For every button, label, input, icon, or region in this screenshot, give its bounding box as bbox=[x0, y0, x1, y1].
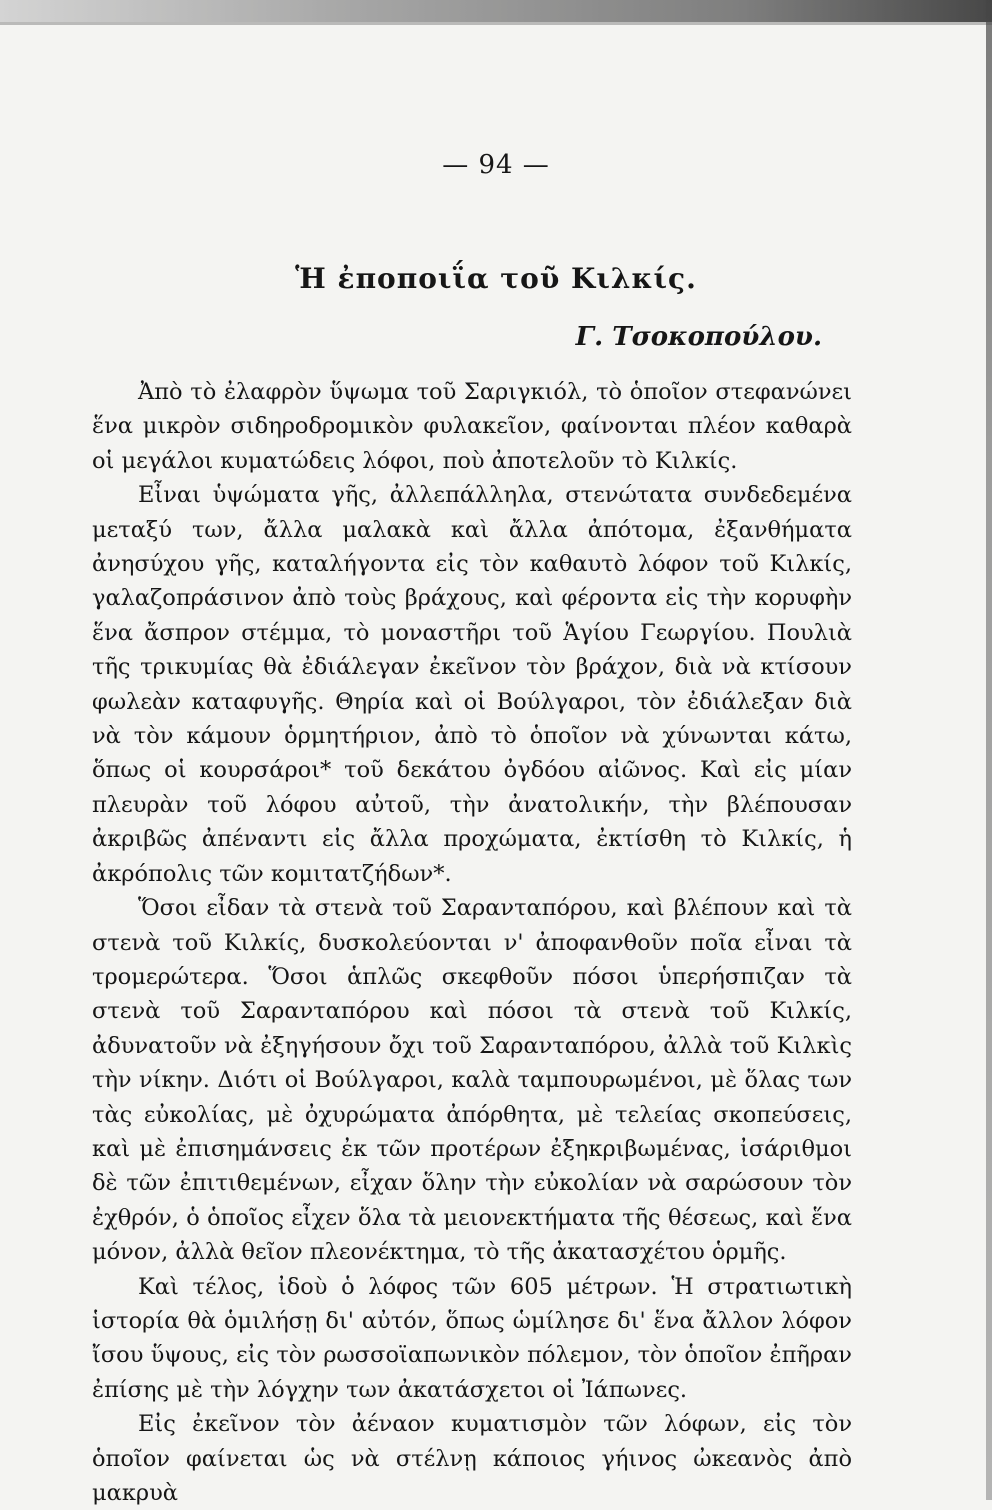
paragraph-4: Καὶ τέλος, ἰδοὺ ὁ λόφος τῶν 605 μέτρων. Ἡ στρατιωτικὴ ἱστορία θὰ ὁμιλήσῃ δι' αὐτόν, ὅπως ὡμίλησε δι' ἕνα ἄλλον λόφον ἴσου ὕψους, εἰς τὸν ρωσσοϊαπωνικὸν πόλεμον, τὸν ὁποῖον ἐπῆραν ἐπίσης μὲ τὴν λόγχην των ἀκατάσχετοι οἱ Ἰάπωνες. bbox=[92, 1273, 852, 1403]
author-name: Γ. Τσοκοπούλου. bbox=[575, 322, 822, 352]
paragraph-3: Ὅσοι εἶδαν τὰ στενὰ τοῦ Σαρανταπόρου, καὶ βλέπουν καὶ τὰ στενὰ τοῦ Κιλκίς, δυσκολεύονται ν' ἀποφανθοῦν ποῖα εἶναι τὰ τρομερώτερα. Ὅσοι ἁπλῶς σκεφθοῦν πόσοι ὑπερήσπιζαν τὰ στενὰ τοῦ Σαρανταπόρου καὶ πόσοι τὰ στενὰ τοῦ Κιλκίς, ἀδυνατοῦν νὰ ἐξηγήσουν ὄχι τοῦ Σαρανταπόρου, ἀλλὰ τοῦ Κιλκὶς τὴν νίκην. Διότι οἱ Βούλγαροι, καλὰ ταμπουρωμένοι, μὲ ὅλας των τὰς εὐκολίας, μὲ ὀχυρώματα ἀπόρθητα, μὲ τελείας σκοπεύσεις, καὶ μὲ ἐπισημάνσεις ἐκ τῶν προτέρων ἐξηκριβωμένας, ἰσάριθμοι δὲ τῶν ἐπιτιθεμένων, εἶχαν ὅλην τὴν εὐκολίαν νὰ σαρώσουν τὸν ἐχθρόν, ὁ ὁποῖος εἶχεν ὅλα τὰ μειονεκτήματα τῆς θέσεως, καὶ ἕνα μόνον, ἀλλὰ θεῖον πλεονέκτημα, τὸ τῆς ἀκατασχέτου ὁρμῆς. bbox=[92, 895, 852, 1266]
paragraph-5: Εἰς ἐκεῖνον τὸν ἀέναον κυματισμὸν τῶν λόφων, εἰς τὸν ὁποῖον φαίνεται ὡς νὰ στέλνῃ κάποιος γήινος ὠκεανὸς ἀπὸ μακρυὰ bbox=[92, 1411, 852, 1506]
paragraph-2: Εἶναι ὑψώματα γῆς, ἀλλεπάλληλα, στενώτατα συνδεδεμένα μεταξύ των, ἄλλα μαλακὰ καὶ ἄλλα ἀπότομα, ἐξανθήματα ἀνησύχου γῆς, καταλήγοντα εἰς τὸν καθαυτὸ λόφον τοῦ Κιλκίς, γαλαζοπράσινον ἀπὸ τοὺς βράχους, καὶ φέροντα εἰς τὴν κορυφὴν ἕνα ἄσπρον στέμμα, τὸ μοναστῆρι τοῦ Ἁγίου Γεωργίου. Πουλιὰ τῆς τρικυμίας θὰ ἐδιάλεγαν ἐκεῖνον τὸν βράχον, διὰ νὰ κτίσουν φωλεὰν καταφυγῆς. Θηρία καὶ οἱ Βούλγαροι, τὸν ἐδιάλεξαν διὰ νὰ τὸν κάμουν ὁρμητήριον, ἀπὸ τὸ ὁποῖον νὰ χύνωνται κάτω, ὅπως οἱ κουρσάροι* τοῦ δεκάτου ὀγδόου αἰῶνος. Καὶ εἰς μίαν πλευρὰν τοῦ λόφου αὐτοῦ, τὴν ἀνατολικήν, τὴν βλέπουσαν ἀκριβῶς ἀπέναντι εἰς ἄλλα προχώματα, ἐκτίσθη τὸ Κιλκίς, ἡ ἀκρόπολις τῶν κομιτατζήδων*. bbox=[92, 482, 852, 887]
scan-top-edge bbox=[0, 0, 992, 22]
page-title: Ἡ ἐποποιΐα τοῦ Κιλκίς. bbox=[295, 262, 697, 295]
article-body bbox=[92, 375, 852, 1510]
page-number: — 94 — bbox=[442, 150, 550, 180]
scan-right-edge bbox=[986, 0, 992, 1500]
paragraph-1: Ἀπὸ τὸ ἐλαφρὸν ὕψωμα τοῦ Σαριγκιόλ, τὸ ὁποῖον στεφανώνει ἕνα μικρὸν σιδηροδρομικὸν φυλακεῖον, φαίνονται πλέον καθαρὰ οἱ μεγάλοι κυματώδεις λόφοι, ποὺ ἀποτελοῦν τὸ Κιλκίς. bbox=[92, 379, 852, 474]
